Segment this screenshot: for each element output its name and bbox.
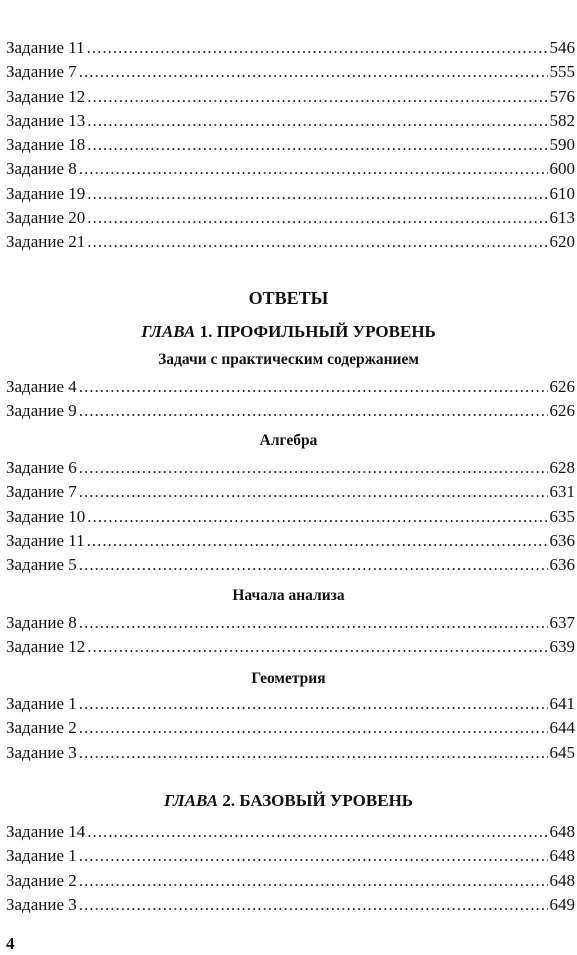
entry-label: Задание 14 <box>6 822 86 841</box>
entry-label: Задание 20 <box>6 208 86 228</box>
entry-page: 648 <box>549 846 575 866</box>
toc-entry[interactable] <box>6 844 575 868</box>
toc-entry[interactable] <box>6 635 575 659</box>
entry-label: Задание 10 <box>6 506 86 526</box>
entry-page: 582 <box>549 110 575 130</box>
entry-page: 631 <box>549 482 575 502</box>
entry-label: Задание 9 <box>6 401 77 421</box>
leader-dots <box>79 60 548 84</box>
entry-page: 641 <box>549 694 575 713</box>
chapter-1-heading <box>0 322 577 342</box>
entry-page: 590 <box>549 135 575 155</box>
entry-page: 645 <box>549 742 575 762</box>
leader-dots <box>79 456 548 480</box>
entry-page: 644 <box>549 718 575 738</box>
entry-label: Задание 21 <box>6 232 86 252</box>
toc-entry[interactable] <box>6 716 575 740</box>
entry-label: Задание 3 <box>6 894 77 914</box>
section-heading: Начала анализа <box>232 587 345 604</box>
toc-entry[interactable] <box>6 230 575 254</box>
entry-label: Задание 2 <box>6 718 77 738</box>
toc-entry[interactable] <box>6 133 575 157</box>
chapter-1-title: 1. ПРОФИЛЬНЫЙ УРОВЕНЬ <box>199 322 436 341</box>
toc-entry[interactable] <box>6 456 575 480</box>
toc-entry[interactable] <box>6 182 575 206</box>
leader-dots <box>79 553 548 577</box>
toc-entry[interactable] <box>6 692 575 716</box>
toc-entry[interactable] <box>6 820 575 844</box>
toc-entry[interactable] <box>6 611 575 635</box>
leader-dots <box>79 157 548 181</box>
page-number: 4 <box>6 934 15 953</box>
leader-dots <box>87 182 547 206</box>
entry-page: 635 <box>549 506 575 526</box>
toc-entry[interactable] <box>6 109 575 133</box>
entry-page: 555 <box>549 62 575 82</box>
entry-label: Задание 4 <box>6 377 77 396</box>
toc-entry[interactable] <box>6 893 575 917</box>
toc-entry[interactable] <box>6 869 575 893</box>
chapter-2-list <box>6 820 575 917</box>
entry-label: Задание 8 <box>6 613 77 632</box>
toc-entry[interactable] <box>6 741 575 765</box>
entry-label: Задание 13 <box>6 110 86 130</box>
entry-page: 613 <box>549 208 575 228</box>
toc-entry[interactable] <box>6 375 575 399</box>
leader-dots <box>87 230 547 254</box>
entry-label: Задание 12 <box>6 86 86 106</box>
toc-entry[interactable] <box>6 206 575 230</box>
entry-label: Задание 11 <box>6 530 85 550</box>
entry-page: 637 <box>549 613 575 632</box>
section-list <box>6 692 575 765</box>
toc-entry[interactable] <box>6 36 575 60</box>
answers-heading: ОТВЕТЫ <box>248 288 329 308</box>
entry-label: Задание 7 <box>6 482 77 502</box>
toc-entry[interactable] <box>6 399 575 423</box>
leader-dots <box>87 133 547 157</box>
entry-page: 649 <box>549 894 575 914</box>
chapter-2-title: 2. БАЗОВЫЙ УРОВЕНЬ <box>222 791 414 810</box>
leader-dots <box>87 820 547 844</box>
entry-label: Задание 8 <box>6 159 77 179</box>
entry-page: 600 <box>549 159 575 179</box>
toc-entry[interactable] <box>6 60 575 84</box>
entry-page: 576 <box>549 86 575 106</box>
section-list <box>6 611 575 660</box>
entry-label: Задание 5 <box>6 555 77 575</box>
chapter-2-heading <box>0 791 577 811</box>
entry-label: Задание 12 <box>6 637 86 657</box>
entry-page: 626 <box>549 401 575 421</box>
leader-dots <box>79 741 548 765</box>
section-list <box>6 456 575 577</box>
entry-page: 636 <box>549 555 575 575</box>
entry-page: 636 <box>549 530 575 550</box>
leader-dots <box>87 206 547 230</box>
entry-label: Задание 18 <box>6 135 86 155</box>
leader-dots <box>79 480 548 504</box>
leader-dots <box>87 529 548 553</box>
section-list <box>6 375 575 424</box>
toc-entry[interactable] <box>6 553 575 577</box>
entry-label: Задание 6 <box>6 458 77 477</box>
entry-page: 546 <box>549 38 575 57</box>
leader-dots <box>87 505 547 529</box>
leader-dots <box>79 375 548 399</box>
leader-dots <box>87 635 547 659</box>
entry-label: Задание 1 <box>6 694 77 713</box>
entry-label: Задание 2 <box>6 870 77 890</box>
section-heading: Алгебра <box>259 432 318 449</box>
leader-dots <box>87 85 547 109</box>
toc-entry[interactable] <box>6 529 575 553</box>
leader-dots <box>79 611 548 635</box>
leader-dots <box>79 399 548 423</box>
leader-dots <box>87 109 547 133</box>
leader-dots <box>79 692 548 716</box>
section-heading: Геометрия <box>251 670 326 687</box>
entry-label: Задание 11 <box>6 38 85 57</box>
leader-dots <box>79 716 548 740</box>
toc-entry[interactable] <box>6 157 575 181</box>
entry-page: 628 <box>549 458 575 477</box>
leader-dots <box>79 844 548 868</box>
leader-dots <box>79 893 548 917</box>
entry-label: Задание 19 <box>6 183 86 203</box>
entry-label: Задание 1 <box>6 846 77 866</box>
entry-label: Задание 7 <box>6 62 77 82</box>
toc-entry[interactable] <box>6 505 575 529</box>
chapter-2-word: ГЛАВА <box>163 791 219 810</box>
entry-page: 626 <box>549 377 575 396</box>
toc-entry[interactable] <box>6 480 575 504</box>
leader-dots <box>79 869 548 893</box>
entry-label: Задание 3 <box>6 742 77 762</box>
entry-page: 610 <box>549 183 575 203</box>
toc-list-top <box>6 36 575 255</box>
leader-dots <box>87 36 548 60</box>
entry-page: 648 <box>549 822 575 841</box>
entry-page: 639 <box>549 637 575 657</box>
section-heading: Задачи с практическим содержанием <box>158 351 419 368</box>
chapter-1-word: ГЛАВА <box>141 322 196 341</box>
entry-page: 620 <box>549 232 575 252</box>
toc-entry[interactable] <box>6 85 575 109</box>
entry-page: 648 <box>549 870 575 890</box>
